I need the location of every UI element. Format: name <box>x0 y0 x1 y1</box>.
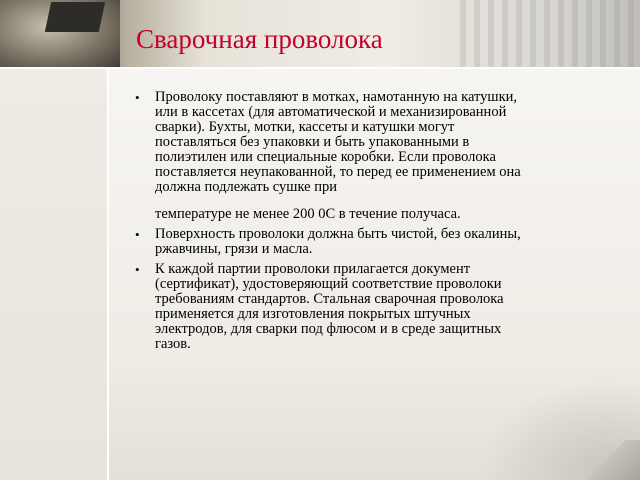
left-panel <box>0 68 108 480</box>
bullet-text: Поверхность проволоки должна быть чистой, без окалины, ржавчины, грязи и масла. <box>155 226 521 257</box>
bullet-item <box>135 262 525 352</box>
vertical-divider <box>107 68 109 480</box>
bullet-icon: • <box>135 262 140 277</box>
laptop-photo <box>0 0 120 68</box>
bullet-icon: • <box>135 227 140 242</box>
bullet-item <box>135 227 525 257</box>
city-photo <box>460 0 640 68</box>
corner-stripe <box>580 440 640 480</box>
bullet-icon: • <box>135 90 140 105</box>
bullet-text: Проволоку поставляют в мотках, намотанную на катушки, или в кассетах (для автоматической и механизированной сварки). Бухты, мотки, кассеты и катушки могут поставляться без упаковки и быть упакованными в полиэтилен или специальные коробки. Если проволока поставляется неупакованной, то перед ее применением она должна подлежать сушке при <box>155 89 521 195</box>
bullet-list <box>135 90 525 357</box>
horizontal-divider <box>0 67 640 69</box>
bullet-continuation: температуре не менее 200 0С в течение получаса. <box>155 206 461 222</box>
bullet-text: К каждой партии проволоки прилагается документ (сертификат), удостоверяющий соответствие проволоки требованиям стандартов. Стальная сварочная проволока применяется для изготовления покрытых штучных электродов, для сварки под флюсом и в среде защитных газов. <box>155 261 504 352</box>
slide-title: Сварочная проволока <box>136 24 383 54</box>
bullet-item <box>135 90 525 222</box>
